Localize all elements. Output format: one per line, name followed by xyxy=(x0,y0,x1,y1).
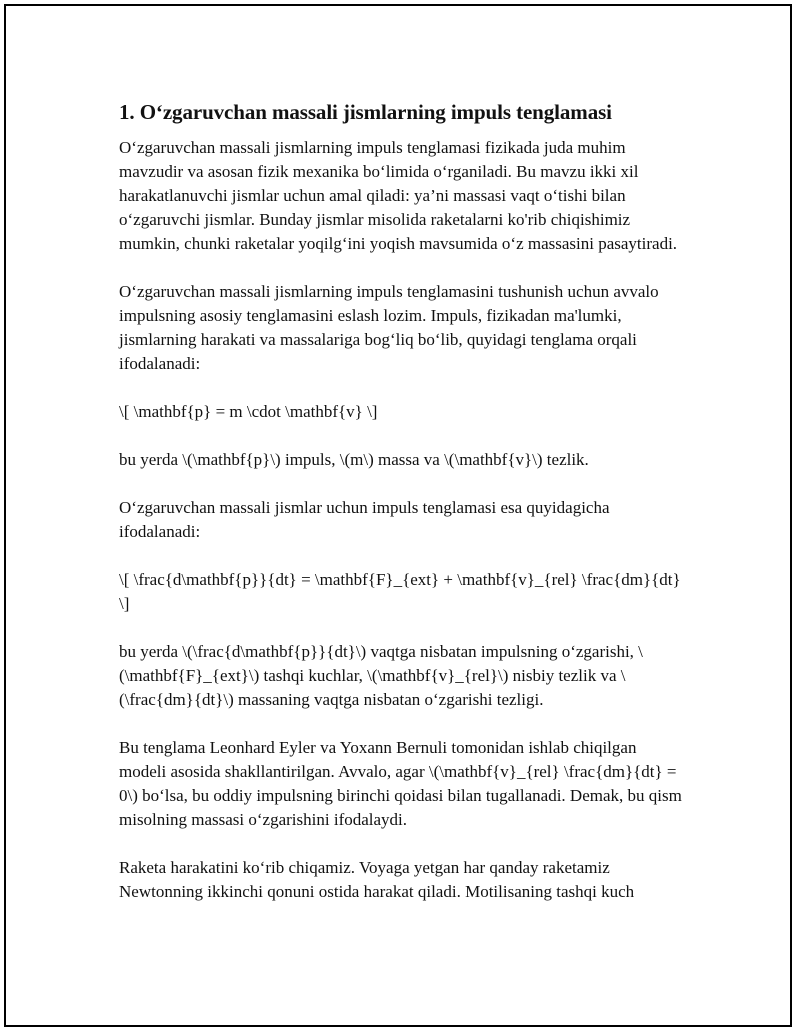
paragraph-rocket: Raketa harakatini ko‘rib chiqamiz. Voyaga yetgan har qanday raketamiz Newtonning ikkinchi qonuni ostida harakat qiladi. Motilisaning tashqi kuch xyxy=(119,858,635,901)
paragraph-intro: O‘zgaruvchan massali jismlarning impuls tenglamasi fizikada juda muhim mavzudir va asosan fizik mexanika bo‘limida o‘rganiladi. Bu mavzu ikki xil harakatlanuvchi jismlar uchun amal qiladi: ya’ni massasi vaqt o‘tishi bilan o‘zgaruvchi jismlar. Bunday jismlar misolida raketalarni ko'rib chiqishimiz mumkin, chunki raketalar yoqilg‘ini yoqish mavsumida o‘z massasini pasaytiradi. xyxy=(119,138,678,253)
paragraph-variable-mass-intro: O‘zgaruvchan massali jismlar uchun impuls tenglamasi esa quyidagicha ifodalanadi: xyxy=(119,498,610,541)
equation-momentum: \[ \mathbf{p} = m \cdot \mathbf{v} \] xyxy=(119,402,378,421)
paragraph-equation-terms: bu yerda \(\mathbf{p}\) impuls, \(m\) massa va \(\mathbf{v}\) tezlik. xyxy=(119,450,589,469)
document-title: 1. O‘zgaruvchan massali jismlarning impuls tenglamasi xyxy=(119,100,612,124)
paragraph-euler-bernoulli: Bu tenglama Leonhard Eyler va Yoxann Bernuli tomonidan ishlab chiqilgan modeli asosida shakllantirilgan. Avvalo, agar \(\mathbf{v}_{rel} \frac{dm}{dt} = 0\) bo‘lsa, bu oddiy impulsning birinchi qoidasi bilan tugallanadi. Demak, bu qism misolning massasi o‘zgarishini ifodalaydi. xyxy=(119,738,682,829)
paragraph-variable-mass-terms: bu yerda \(\frac{d\mathbf{p}}{dt}\) vaqtga nisbatan impulsning o‘zgarishi, \(\mathbf{F}_{ext}\) tashqi kuchlar, \(\mathbf{v}_{rel}\) nisbiy tezlik va \(\frac{dm}{dt}\) massaning vaqtga nisbatan o‘zgarishi tezligi. xyxy=(119,642,643,709)
document-page xyxy=(4,4,792,1027)
equation-variable-mass: \[ \frac{d\mathbf{p}}{dt} = \mathbf{F}_{ext} + \mathbf{v}_{rel} \frac{dm}{dt} \] xyxy=(119,570,681,613)
document-body xyxy=(119,98,684,928)
paragraph-impulse-basics: O‘zgaruvchan massali jismlarning impuls tenglamasini tushunish uchun avvalo impulsning asosiy tenglamasini eslash lozim. Impuls, fizikadan ma'lumki, jismlarning harakati va massalariga bog‘liq bo‘lib, quyidagi tenglama orqali ifodalanadi: xyxy=(119,282,659,373)
